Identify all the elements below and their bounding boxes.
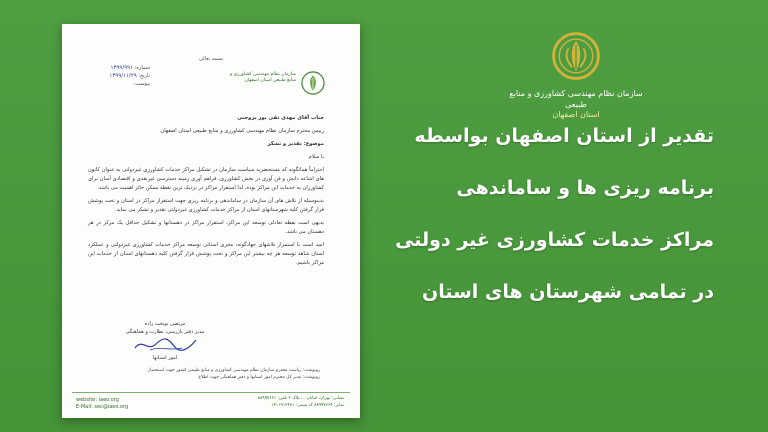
letter-paragraph: بدینوسیله از تلاش های آن سازمان در ساماندهی و برنامه ریزی جهت استقرار مراکز در استان و تحت پوشش قرار گرفتن کلیه شهرستانهای استان از مراکز خدمات کشاورزی غیردولتی تقدیر و تشکر می نماید. [88, 198, 324, 213]
letter-recipient-title: رییس محترم سازمان نظام مهندسی کشاورزی و منابع طبیعی استان اصفهان [160, 128, 324, 134]
brand-block [506, 28, 646, 119]
footer-divider [72, 392, 350, 393]
footer-website: website: iaeo.org [76, 397, 119, 403]
headline-line: در تمامی شهرستان های استان [421, 281, 714, 303]
footer-address-line: نشانی: تهران، خیابان ... پلاک ۲ تلفن: ۸۸۹۹۷۶۶۱ [257, 396, 344, 401]
number-label: شماره [136, 65, 150, 71]
cc-line: رونوشت: مدیر کل محترم امور استانها و دفتر هماهنگی جهت اطلاع [198, 375, 320, 380]
letter-recipient: جناب آقای مهدی تقی پور بروجنی [237, 115, 324, 121]
number-value: ۱۳۹۹/۹۹۱ [110, 65, 134, 71]
letter-cc [88, 367, 320, 381]
letter-paragraph: بدیهی است نقطه تعادلی توسعه این مراکز، استقرار مراکز در دهستانها و تشکیل حداقل یک مرکز در هر دهستان می باشد. [88, 220, 324, 235]
official-letter-image [62, 24, 360, 418]
letter-signature [120, 320, 210, 362]
brand-org-province: استان اصفهان [552, 110, 600, 119]
headline [334, 110, 714, 318]
letter-bism: بسمه تعالی [198, 56, 224, 62]
letter-body [88, 114, 324, 272]
footer-email: E-Mail: sec@iaeo.org [76, 404, 129, 410]
footer-web [76, 397, 156, 411]
brand-org-name: سازمان نظام مهندسی کشاورزی و منابع طبیعی [509, 89, 643, 109]
letter-paragraph: امید است با استمرار تلاشهای جهادگونه، مجری استانی توسعه مراکز خدمات کشاورزی غیردولتی و عملکرد استان شاهد توسعه هر چه بیشتر این مراکز و تحت پوشش قرار گرفتن کلیه دهستانهای استان از خدمات این مراکز باشیم. [88, 242, 324, 266]
headline-line: برنامه ریزی ها و ساماندهی [456, 177, 714, 199]
headline-line: مراکز خدمات کشاورزی غیر دولتی [395, 229, 714, 251]
date-value: ۱۳۹۹/۱۱/۲۹ [109, 73, 137, 79]
signer-title: مدیر دفتر بازرسی، نظارت و هماهنگی [125, 329, 205, 335]
wheat-emblem-icon [548, 28, 604, 84]
footer-address [174, 396, 344, 409]
signer-name: مرتضی نوبخت زاده [144, 321, 186, 327]
letter-subject: موضوع: تقدیر و تشکر [267, 141, 324, 147]
date-label: تاریخ [140, 73, 150, 79]
letter-greeting: با سلام [308, 154, 324, 160]
signer-unit: امور استانها [152, 355, 178, 361]
attachment-label: پیوست [135, 81, 150, 87]
letter-org-name: سازمان نظام مهندسی کشاورزی و منابع طبیعی استان اصفهان [229, 72, 296, 83]
organization-logo-icon [300, 70, 326, 96]
footer-fax-line: نمابر: ۸۸۹۹۷۶۶۴ کد پستی: ۱۴۱۱۹۱۳۴۸۱ [271, 402, 344, 408]
letter-meta: شماره: ۱۳۹۹/۹۹۱ تاریخ: ۱۳۹۹/۱۱/۲۹ پیوست: [109, 65, 150, 87]
cc-line: رونوشت: ریاست محترم سازمان نظام مهندسی کشاورزی و منابع طبیعی کشور جهت استحضار [147, 368, 320, 373]
letter-paragraph: احتراماً همانگونه که مستحضرید سیاست سازمان در تشکیل مراکز خدمات کشاورزی غیردولتی به عنوان کانون های اشاعه دانش و فن آوری در بخش کشاورزی، فراهم آوری زمینه دسترسی غیرنقدی و اقتصادی آسان برای کشاورزان به خدمات این مراکز بوده، لذا استقرار مراکز در نزدیک ترین نقطه ممکن حائز اهمیت می باشد. [88, 167, 324, 191]
headline-line: تقدیر از استان اصفهان بواسطه [414, 125, 714, 147]
handwritten-signature-icon [130, 336, 200, 354]
